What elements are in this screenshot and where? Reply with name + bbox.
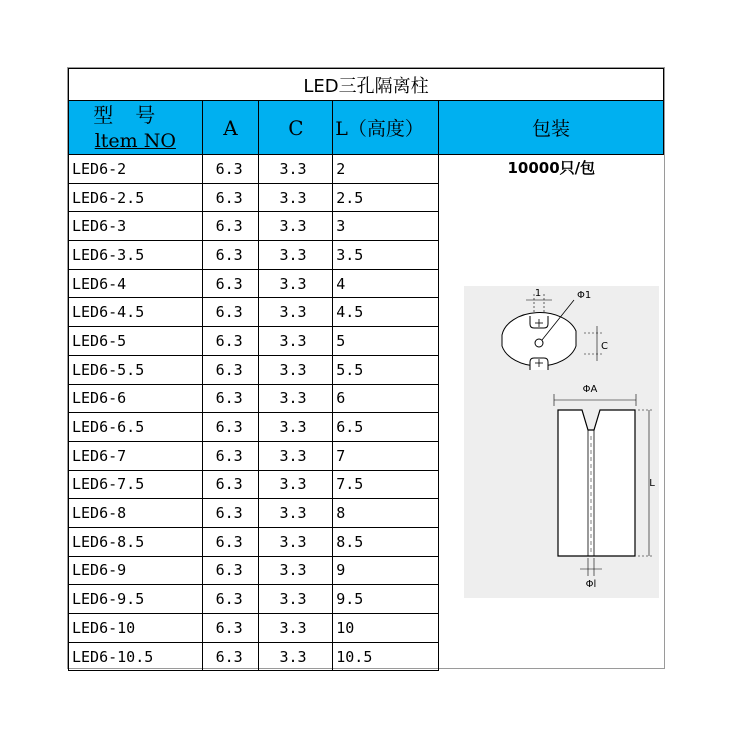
c-cell: 3.3 (259, 441, 333, 470)
c-label: C (601, 341, 608, 352)
c-cell: 3.3 (259, 269, 333, 298)
l-cell: 2 (333, 155, 439, 184)
l-cell: 10.5 (333, 642, 439, 671)
a-cell: 6.3 (202, 499, 259, 528)
l-cell: 7.5 (333, 470, 439, 499)
c-cell: 3.3 (259, 614, 333, 643)
a-cell: 6.3 (202, 614, 259, 643)
a-cell: 6.3 (202, 269, 259, 298)
model-cell: LED6-9 (69, 556, 203, 585)
c-cell: 3.3 (259, 183, 333, 212)
c-cell: 3.3 (259, 470, 333, 499)
l-cell: 6.5 (333, 413, 439, 442)
spacer-body (558, 410, 635, 556)
model-cell: LED6-9.5 (69, 585, 203, 614)
c-cell: 3.3 (259, 413, 333, 442)
header-a: A (202, 101, 259, 155)
model-cell: LED6-5 (69, 327, 203, 356)
l-cell: 5.5 (333, 355, 439, 384)
spec-sheet (67, 67, 665, 669)
model-cell: LED6-6.5 (69, 413, 203, 442)
hole-label: 1 (534, 288, 542, 299)
header-model (69, 101, 203, 155)
l-cell: 5 (333, 327, 439, 356)
l-cell: 4 (333, 269, 439, 298)
c-cell: 3.3 (259, 585, 333, 614)
a-cell: 6.3 (202, 155, 259, 184)
model-cell: LED6-8.5 (69, 527, 203, 556)
c-cell: 3.3 (259, 355, 333, 384)
model-cell: LED6-3 (69, 212, 203, 241)
a-cell: 6.3 (202, 585, 259, 614)
a-cell: 6.3 (202, 413, 259, 442)
a-cell: 6.3 (202, 642, 259, 671)
l-label: L (649, 478, 655, 489)
model-cell: LED6-7 (69, 441, 203, 470)
c-cell: 3.3 (259, 556, 333, 585)
a-cell: 6.3 (202, 298, 259, 327)
l-cell: 3 (333, 212, 439, 241)
model-cell: LED6-3.5 (69, 241, 203, 270)
c-cell: 3.3 (259, 241, 333, 270)
a-cell: 6.3 (202, 441, 259, 470)
model-cell: LED6-4.5 (69, 298, 203, 327)
header-c: C (259, 101, 333, 155)
a-cell: 6.3 (202, 183, 259, 212)
c-cell: 3.3 (259, 384, 333, 413)
c-cell: 3.3 (259, 499, 333, 528)
model-cell: LED6-5.5 (69, 355, 203, 384)
header-l: L（高度） (333, 101, 439, 155)
table-title: LED三孔隔离柱 (69, 69, 664, 101)
model-cell: LED6-6 (69, 384, 203, 413)
a-cell: 6.3 (202, 556, 259, 585)
spacer-drawing (464, 286, 659, 598)
phia-label: ΦA (582, 384, 598, 395)
l-cell: 8.5 (333, 527, 439, 556)
c-cell: 3.3 (259, 155, 333, 184)
c-cell: 3.3 (259, 527, 333, 556)
l-cell: 10 (333, 614, 439, 643)
c-cell: 3.3 (259, 642, 333, 671)
model-cell: LED6-7.5 (69, 470, 203, 499)
center-hole (535, 339, 543, 347)
l-cell: 2.5 (333, 183, 439, 212)
a-cell: 6.3 (202, 470, 259, 499)
a-cell: 6.3 (202, 384, 259, 413)
l-cell: 9 (333, 556, 439, 585)
l-cell: 9.5 (333, 585, 439, 614)
c-cell: 3.3 (259, 212, 333, 241)
model-cell: LED6-8 (69, 499, 203, 528)
a-cell: 6.3 (202, 212, 259, 241)
table-row (69, 155, 664, 184)
phi1-label: Φ1 (577, 290, 592, 301)
header-model-en: ltem NO (94, 129, 176, 152)
l-cell: 4.5 (333, 298, 439, 327)
a-cell: 6.3 (202, 327, 259, 356)
l-cell: 7 (333, 441, 439, 470)
c-cell: 3.3 (259, 327, 333, 356)
packing-text: 10000只/包 (507, 159, 596, 177)
phi-bottom-label: Φl (585, 579, 597, 590)
a-cell: 6.3 (202, 527, 259, 556)
header-pack: 包装 (439, 101, 664, 155)
a-cell: 6.3 (202, 241, 259, 270)
header-row (69, 101, 664, 155)
model-cell: LED6-10 (69, 614, 203, 643)
model-cell: LED6-10.5 (69, 642, 203, 671)
l-cell: 8 (333, 499, 439, 528)
c-cell: 3.3 (259, 298, 333, 327)
header-model-cn: 型号 (93, 102, 178, 127)
a-cell: 6.3 (202, 355, 259, 384)
model-cell: LED6-2 (69, 155, 203, 184)
model-cell: LED6-4 (69, 269, 203, 298)
model-cell: LED6-2.5 (69, 183, 203, 212)
l-cell: 3.5 (333, 241, 439, 270)
l-cell: 6 (333, 384, 439, 413)
